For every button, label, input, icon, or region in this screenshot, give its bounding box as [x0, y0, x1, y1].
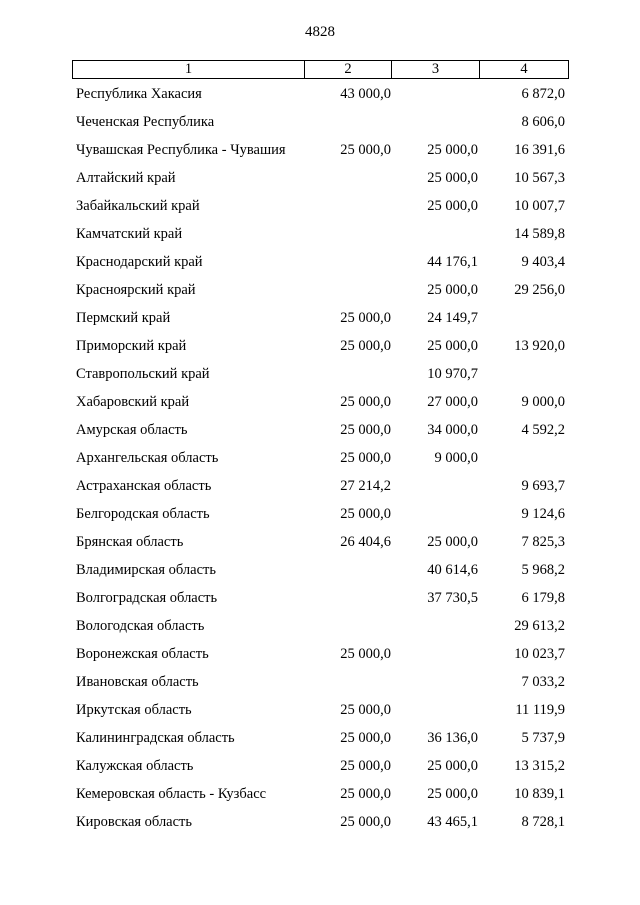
column-4-value-cell: 5 737,9 — [521, 730, 565, 746]
column-4-value-cell: 6 179,8 — [521, 590, 565, 606]
column-4-value-cell: 5 968,2 — [521, 562, 565, 578]
column-2-value-cell: 43 000,0 — [340, 86, 391, 102]
column-2-value-cell: 25 000,0 — [340, 814, 391, 830]
column-4-value-cell: 9 403,4 — [521, 254, 565, 270]
region-name-cell: Ивановская область — [76, 674, 199, 690]
column-3-value-cell: 25 000,0 — [427, 170, 478, 186]
table-row — [72, 611, 569, 639]
column-3-value-cell: 36 136,0 — [427, 730, 478, 746]
column-3-value-cell: 25 000,0 — [427, 786, 478, 802]
column-4-value-cell: 10 567,3 — [514, 170, 565, 186]
table-row — [72, 555, 569, 583]
table-row — [72, 79, 569, 107]
column-3-value-cell: 37 730,5 — [427, 590, 478, 606]
region-name-cell: Архангельская область — [76, 450, 219, 466]
column-3-value-cell: 43 465,1 — [427, 814, 478, 830]
column-3-value-cell: 25 000,0 — [427, 282, 478, 298]
column-4-value-cell: 8 606,0 — [521, 114, 565, 130]
table-row — [72, 135, 569, 163]
table-row — [72, 303, 569, 331]
table-row — [72, 219, 569, 247]
column-2-value-cell: 25 000,0 — [340, 450, 391, 466]
column-2-value-cell: 25 000,0 — [340, 646, 391, 662]
region-name-cell: Республика Хакасия — [76, 86, 202, 102]
column-header-2: 2 — [304, 61, 391, 78]
table-row — [72, 639, 569, 667]
table-row — [72, 359, 569, 387]
column-2-value-cell: 25 000,0 — [340, 730, 391, 746]
table-row — [72, 807, 569, 835]
column-4-value-cell: 13 315,2 — [514, 758, 565, 774]
table-header — [72, 60, 569, 79]
region-name-cell: Белгородская область — [76, 506, 210, 522]
table-row — [72, 443, 569, 471]
column-4-value-cell: 9 124,6 — [521, 506, 565, 522]
column-4-value-cell: 14 589,8 — [514, 226, 565, 242]
column-2-value-cell: 25 000,0 — [340, 394, 391, 410]
region-name-cell: Кемеровская область - Кузбасс — [76, 786, 267, 802]
table-row — [72, 471, 569, 499]
column-3-value-cell: 25 000,0 — [427, 338, 478, 354]
table-row — [72, 191, 569, 219]
column-3-value-cell: 34 000,0 — [427, 422, 478, 438]
region-name-cell: Пермский край — [76, 310, 171, 326]
column-2-value-cell: 25 000,0 — [340, 422, 391, 438]
region-name-cell: Астраханская область — [76, 478, 212, 494]
table-body — [72, 79, 569, 835]
table-row — [72, 723, 569, 751]
column-3-value-cell: 25 000,0 — [427, 534, 478, 550]
column-2-value-cell: 25 000,0 — [340, 758, 391, 774]
column-2-value-cell: 25 000,0 — [340, 142, 391, 158]
column-2-value-cell: 26 404,6 — [340, 534, 391, 550]
table-row — [72, 583, 569, 611]
region-name-cell: Ставропольский край — [76, 366, 210, 382]
table-row — [72, 107, 569, 135]
column-4-value-cell: 6 872,0 — [521, 86, 565, 102]
table-row — [72, 163, 569, 191]
region-name-cell: Воронежская область — [76, 646, 209, 662]
column-4-value-cell: 10 023,7 — [514, 646, 565, 662]
column-3-value-cell: 44 176,1 — [427, 254, 478, 270]
region-name-cell: Приморский край — [76, 338, 187, 354]
table-row — [72, 275, 569, 303]
column-2-value-cell: 25 000,0 — [340, 506, 391, 522]
column-3-value-cell: 25 000,0 — [427, 142, 478, 158]
table-row — [72, 499, 569, 527]
region-name-cell: Краснодарский край — [76, 254, 203, 270]
table-row — [72, 779, 569, 807]
column-4-value-cell: 7 033,2 — [521, 674, 565, 690]
column-3-value-cell: 25 000,0 — [427, 758, 478, 774]
region-name-cell: Владимирская область — [76, 562, 216, 578]
column-3-value-cell: 40 614,6 — [427, 562, 478, 578]
table-row — [72, 331, 569, 359]
column-4-value-cell: 29 256,0 — [514, 282, 565, 298]
region-name-cell: Хабаровский край — [76, 394, 190, 410]
region-name-cell: Вологодская область — [76, 618, 205, 634]
column-4-value-cell: 8 728,1 — [521, 814, 565, 830]
column-4-value-cell: 29 613,2 — [514, 618, 565, 634]
region-name-cell: Волгоградская область — [76, 590, 218, 606]
column-header-4: 4 — [479, 61, 569, 78]
region-name-cell: Алтайский край — [76, 170, 176, 186]
column-3-value-cell: 25 000,0 — [427, 198, 478, 214]
column-3-value-cell: 24 149,7 — [427, 310, 478, 326]
table-row — [72, 387, 569, 415]
column-2-value-cell: 25 000,0 — [340, 338, 391, 354]
column-3-value-cell: 10 970,7 — [427, 366, 478, 382]
table-row — [72, 247, 569, 275]
column-4-value-cell: 10 007,7 — [514, 198, 565, 214]
table-row — [72, 527, 569, 555]
column-4-value-cell: 9 000,0 — [521, 394, 565, 410]
region-name-cell: Кировская область — [76, 814, 193, 830]
column-2-value-cell: 27 214,2 — [340, 478, 391, 494]
region-name-cell: Чувашская Республика - Чувашия — [76, 142, 286, 158]
column-2-value-cell: 25 000,0 — [340, 310, 391, 326]
region-name-cell: Красноярский край — [76, 282, 196, 298]
table-row — [72, 751, 569, 779]
column-header-3: 3 — [391, 61, 479, 78]
region-name-cell: Забайкальский край — [76, 198, 200, 214]
column-4-value-cell: 10 839,1 — [514, 786, 565, 802]
region-name-cell: Амурская область — [76, 422, 188, 438]
column-3-value-cell: 9 000,0 — [434, 450, 478, 466]
table-row — [72, 415, 569, 443]
column-4-value-cell: 7 825,3 — [521, 534, 565, 550]
column-4-value-cell: 9 693,7 — [521, 478, 565, 494]
region-name-cell: Калининградская область — [76, 730, 235, 746]
region-name-cell: Брянская область — [76, 534, 184, 550]
page-number: 4828 — [305, 24, 335, 40]
region-name-cell: Калужская область — [76, 758, 194, 774]
region-name-cell: Чеченская Республика — [76, 114, 215, 130]
column-4-value-cell: 13 920,0 — [514, 338, 565, 354]
table-row — [72, 695, 569, 723]
table-row — [72, 667, 569, 695]
column-3-value-cell: 27 000,0 — [427, 394, 478, 410]
column-2-value-cell: 25 000,0 — [340, 702, 391, 718]
column-header-1: 1 — [72, 61, 304, 78]
region-name-cell: Иркутская область — [76, 702, 192, 718]
column-4-value-cell: 11 119,9 — [515, 702, 565, 718]
column-4-value-cell: 4 592,2 — [521, 422, 565, 438]
region-name-cell: Камчатский край — [76, 226, 183, 242]
column-2-value-cell: 25 000,0 — [340, 786, 391, 802]
column-4-value-cell: 16 391,6 — [514, 142, 565, 158]
